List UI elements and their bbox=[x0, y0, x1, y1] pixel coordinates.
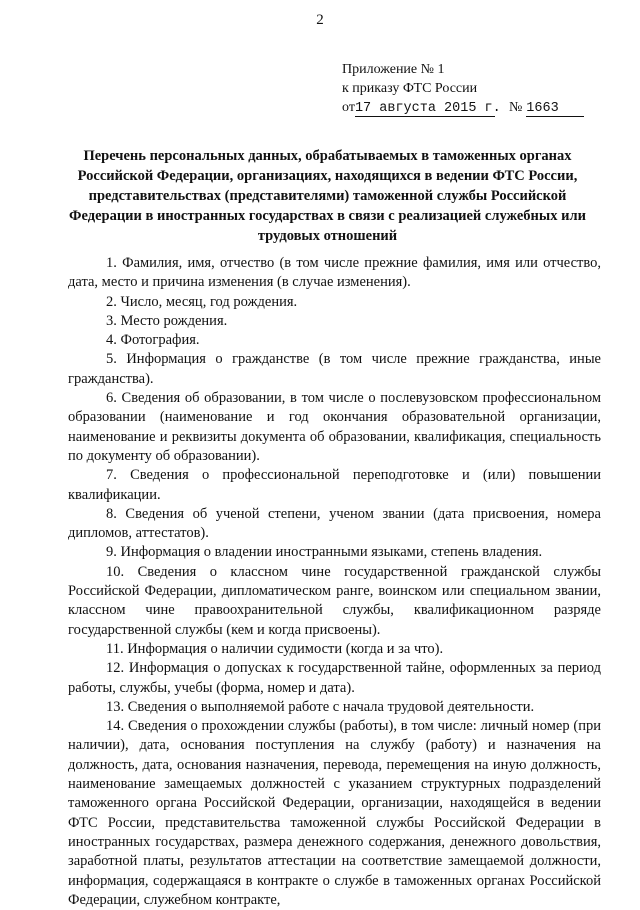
list-item: 9. Информация о владении иностранными языками, степень владения. bbox=[106, 544, 543, 561]
appendix-block bbox=[342, 60, 584, 117]
list-item: 5. Информация о гражданстве (в том числе прежние гражданства, иные гражданства). bbox=[68, 351, 601, 387]
appendix-title: Приложение № 1 bbox=[342, 62, 445, 77]
list-item: 6. Сведения об образовании, в том числе о послевузовском профессиональном образовании (наименование и год окончания образовательной организации, наименование и реквизиты документа об образовании, квалификация, специальность по документу об образовании). bbox=[68, 390, 601, 464]
list-item: 8. Сведения об ученой степени, ученом звании (дата присвоения, номера дипломов, аттестатов). bbox=[68, 505, 601, 542]
list-item: 4. Фотография. bbox=[106, 332, 200, 349]
number-prefix: № bbox=[508, 100, 523, 115]
page-number: 2 bbox=[316, 12, 324, 28]
order-number: 1663 bbox=[526, 101, 584, 117]
list-item: 3. Место рождения. bbox=[106, 312, 228, 329]
appendix-date-number-line bbox=[342, 98, 584, 117]
order-date: 17 августа 2015 г. bbox=[354, 101, 501, 116]
list-item: 13. Сведения о выполняемой работе с начала трудовой деятельности. bbox=[106, 698, 535, 715]
list-item: 11. Информация о наличии судимости (когда и за что). bbox=[106, 640, 444, 657]
list-item: 1. Фамилия, имя, отчество (в том числе прежние фамилия, имя или отчество, дата, место и причина изменения (в случае изменения). bbox=[68, 255, 601, 291]
list-item: 14. Сведения о прохождении службы (работы), в том числе: личный номер (при наличии), дата, основания поступления на службу (работу) и назначения на должность, дата, основания назначения, перевода, перемещения на иную должность, наименование замещаемых должностей с указанием структурных подразделений таможенного органа Российской Федерации, организации, находящейся в ведении ФТС России, представительства таможенной службы Российской Федерации в иностранных государствах, размера денежного содержания, денежного довольствия, заработной платы, результатов аттестации на соответствие замещаемой должности, информация, содержащаяся в контракте о службе в таможенных органах Российской Федерации, служебном контракте, bbox=[68, 718, 601, 908]
date-prefix: от bbox=[342, 100, 355, 115]
document-title: Перечень персональных данных, обрабатываемых в таможенных органах Российской Федерации, организациях, находящихся в ведении ФТС России, представительствах (представителями) таможенной службы Российской Федерации в иностранных государствах в связи с реализацией служебных или трудовых отношений bbox=[69, 148, 586, 244]
list-item: 7. Сведения о профессиональной переподготовке и (или) повышении квалификации. bbox=[68, 467, 601, 503]
list-item: 12. Информация о допусках к государственной тайне, оформленных за период работы, службы, учебы (форма, номер и дата). bbox=[68, 660, 601, 696]
list-item: 2. Число, месяц, год рождения. bbox=[106, 293, 298, 310]
personal-data-list bbox=[68, 254, 601, 910]
list-item: 10. Сведения о классном чине государственной гражданской службы Российской Федерации, дипломатическом ранге, воинском или специальном звании, классном чине правоохранительной службы, квалификационном разряде государственной службы (кем и когда присвоены). bbox=[68, 563, 601, 638]
appendix-order-reference: к приказу ФТС России bbox=[342, 81, 478, 96]
